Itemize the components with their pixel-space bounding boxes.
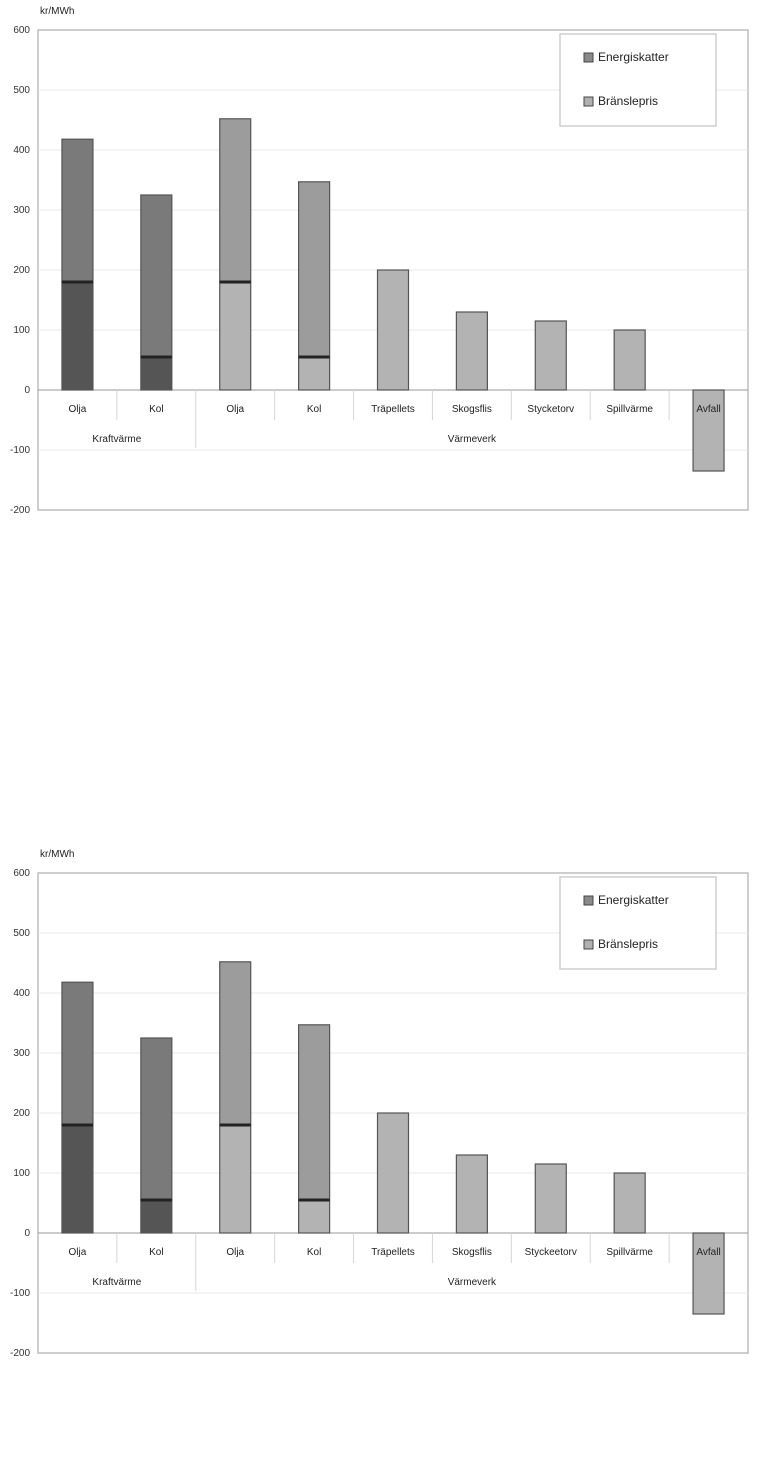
y-tick-label: 100	[13, 1168, 30, 1179]
bar-energiskatt-4	[299, 1025, 330, 1200]
legend-label: Bränslepris	[598, 937, 659, 951]
y-tick-label: 500	[13, 85, 30, 96]
y-tick-label: 600	[13, 25, 30, 36]
bar-bransle-1	[62, 282, 93, 390]
bar-energiskatt-3	[220, 962, 251, 1125]
bar-bransle-1	[62, 1125, 93, 1233]
y-tick-label: 0	[24, 385, 30, 396]
legend-label: Bränslepris	[598, 94, 659, 108]
y-tick-label: 500	[13, 928, 30, 939]
bar-energiskatt-1	[62, 139, 93, 282]
y-tick-label: -100	[9, 445, 30, 456]
bar-bransle-9	[693, 390, 724, 471]
bar-bransle-8	[614, 330, 645, 390]
y-tick-label: 600	[13, 868, 30, 879]
bar-bransle-6	[456, 1155, 487, 1233]
y-tick-label: 0	[24, 1228, 30, 1239]
bar-bransle-8	[614, 1173, 645, 1233]
category-label: Kol	[149, 404, 164, 415]
bar-bransle-5	[378, 1113, 409, 1233]
legend-label: Energiskatter	[598, 50, 669, 64]
category-label: Kol	[306, 1247, 322, 1258]
bar-energiskatt-2	[141, 195, 172, 357]
group-label: Värmeverk	[447, 434, 497, 445]
y-tick-label: 200	[13, 1108, 30, 1119]
legend-swatch	[584, 97, 593, 106]
y-tick-label: 100	[13, 325, 30, 336]
bar-bransle-7	[535, 321, 566, 390]
chart-1	[0, 0, 759, 620]
legend-swatch	[584, 896, 593, 905]
y-axis-unit-label: kr/MWh	[40, 849, 75, 860]
legend-label: Energiskatter	[598, 893, 669, 907]
category-label: Avfall	[696, 1247, 721, 1258]
bar-bransle-3	[220, 282, 251, 390]
bar-energiskatt-3	[220, 119, 251, 282]
bar-energiskatt-4	[299, 182, 330, 357]
category-label: Skogsflis	[451, 1247, 492, 1258]
category-label: Kol	[149, 1247, 164, 1258]
category-label: Styckeetorv	[524, 1247, 577, 1258]
bar-bransle-4	[299, 357, 330, 390]
bar-bransle-5	[378, 270, 409, 390]
y-tick-label: 200	[13, 265, 30, 276]
legend-box	[560, 877, 716, 969]
bar-bransle-4	[299, 1200, 330, 1233]
bar-bransle-3	[220, 1125, 251, 1233]
bar-energiskatt-1	[62, 982, 93, 1125]
bar-bransle-9	[693, 1233, 724, 1314]
category-label: Olja	[68, 1247, 87, 1258]
group-label: Kraftvärme	[92, 434, 142, 445]
category-label: Olja	[68, 404, 87, 415]
category-label: Spillvärme	[606, 1247, 654, 1258]
category-label: Stycketorv	[527, 404, 575, 415]
category-label: Träpellets	[371, 404, 415, 415]
category-label: Spillvärme	[606, 404, 654, 415]
category-label: Olja	[226, 1247, 245, 1258]
bar-bransle-7	[535, 1164, 566, 1233]
y-tick-label: 400	[13, 145, 30, 156]
y-tick-label: -200	[9, 1348, 30, 1359]
legend-box	[560, 34, 716, 126]
category-label: Avfall	[696, 404, 721, 415]
category-label: Träpellets	[371, 1247, 415, 1258]
bar-bransle-2	[141, 1200, 172, 1233]
bar-bransle-6	[456, 312, 487, 390]
group-label: Värmeverk	[447, 1277, 497, 1288]
category-label: Skogsflis	[451, 404, 492, 415]
bar-bransle-2	[141, 357, 172, 390]
y-tick-label: 300	[13, 205, 30, 216]
category-label: Olja	[226, 404, 245, 415]
y-tick-label: -100	[9, 1288, 30, 1299]
category-label: Kol	[306, 404, 322, 415]
legend-swatch	[584, 940, 593, 949]
y-tick-label: -200	[9, 505, 30, 516]
y-tick-label: 400	[13, 988, 30, 999]
bar-energiskatt-2	[141, 1038, 172, 1200]
y-axis-unit-label: kr/MWh	[40, 6, 75, 17]
legend-swatch	[584, 53, 593, 62]
chart-2	[0, 843, 759, 1463]
group-label: Kraftvärme	[92, 1277, 142, 1288]
y-tick-label: 300	[13, 1048, 30, 1059]
